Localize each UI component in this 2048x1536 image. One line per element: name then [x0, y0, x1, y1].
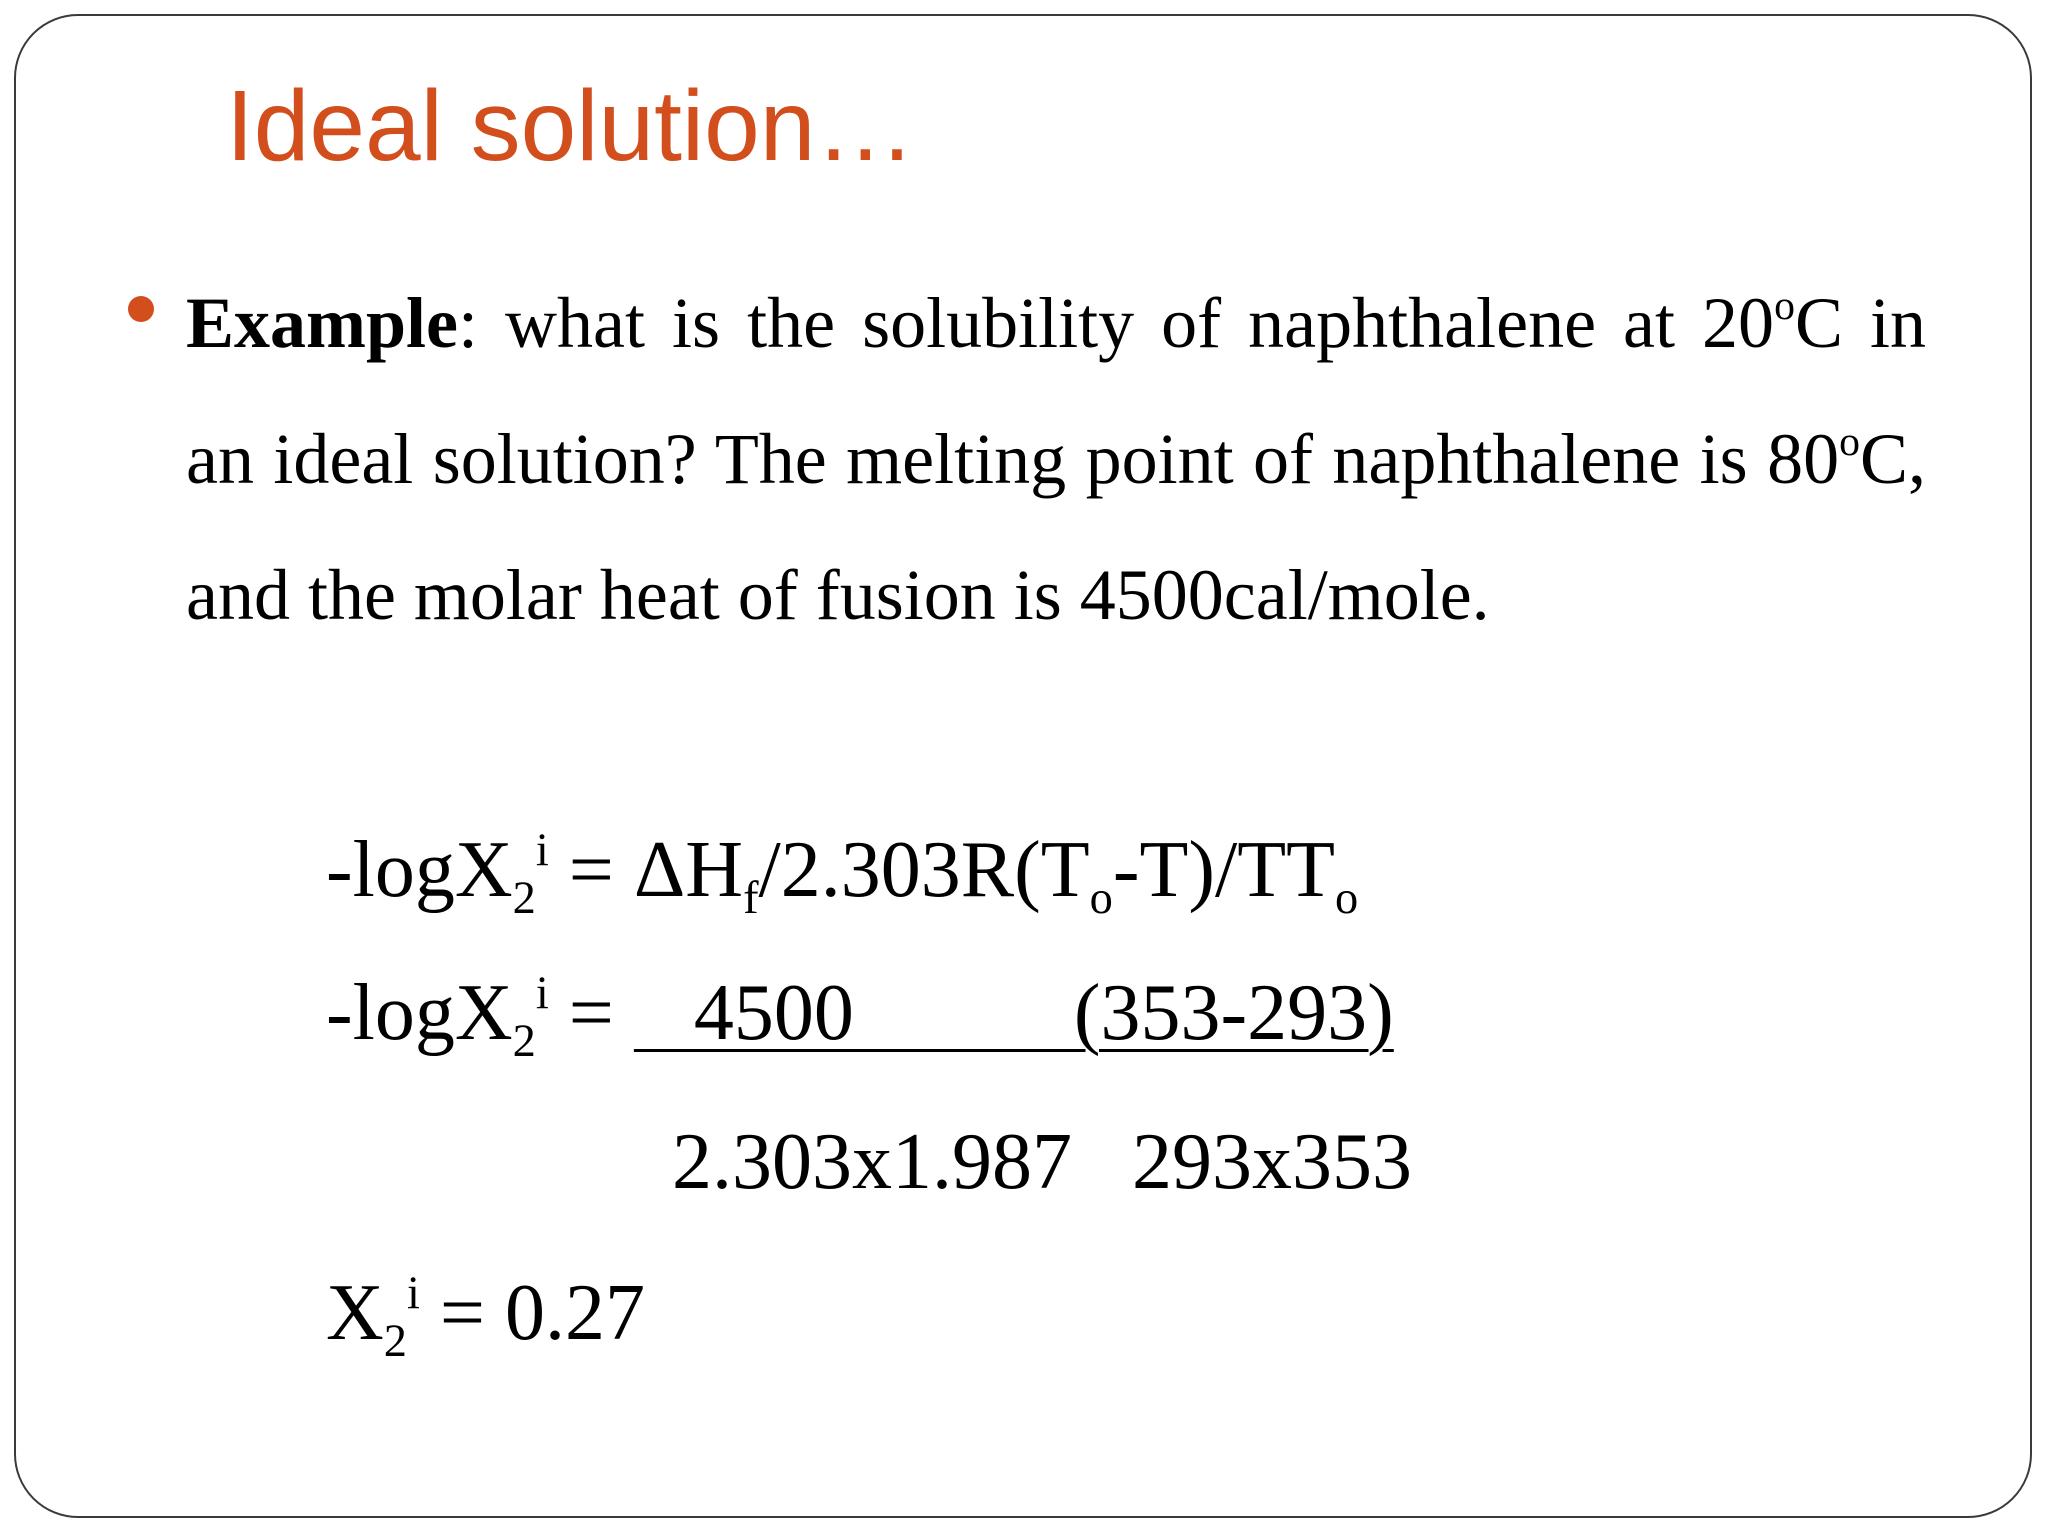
example-text-2: C in an ideal solution? The melting point of naphthalene is 80	[186, 283, 1926, 499]
eq1-subscript-o-1: o	[1089, 873, 1113, 924]
eq1-lhs-superscript: i	[535, 824, 549, 876]
eq1-lhs-prefix: -logX	[326, 826, 513, 914]
example-text-3: C, and the molar heat of fusion is 4500cal/mole.	[186, 419, 1926, 635]
example-paragraph	[186, 255, 1926, 663]
eq1-subscript-o-2: o	[1334, 873, 1359, 924]
eq4-lhs-superscript: i	[406, 1267, 420, 1319]
eq1-part-3: -T)/TT	[1112, 826, 1335, 914]
eq1-part-1: = ΔH	[548, 826, 744, 914]
equation-substituted-numerator	[326, 963, 1394, 1067]
equation-substituted-denominator: 2.303x1.987 293x353	[672, 1118, 1412, 1206]
degree-superscript-1: o	[1774, 282, 1795, 329]
eq2-lhs-prefix: -logX	[326, 969, 513, 1057]
eq2-lhs-subscript: 2	[512, 1016, 536, 1067]
eq2-equals: =	[548, 969, 634, 1057]
eq2-numerator: 4500 (353-293)	[633, 969, 1394, 1057]
eq4-lhs-subscript: 2	[383, 1316, 407, 1367]
example-label: Example	[186, 283, 459, 363]
eq4-result: = 0.27	[419, 1269, 645, 1357]
slide-title: Ideal solution…	[226, 70, 916, 182]
slide-frame	[14, 14, 2032, 1518]
example-text-1: : what is the solubility of naphthalene at 20	[458, 283, 1775, 363]
bullet-dot-icon	[128, 296, 154, 322]
eq1-subscript-f: f	[743, 873, 759, 924]
equation-result	[326, 1263, 645, 1367]
eq1-part-2: /2.303R(T	[758, 826, 1090, 914]
eq4-lhs-prefix: X	[326, 1269, 384, 1357]
degree-superscript-2: o	[1839, 418, 1860, 465]
eq2-lhs-superscript: i	[535, 967, 549, 1019]
eq1-lhs-subscript: 2	[512, 873, 536, 924]
equation-general-form	[326, 820, 1359, 924]
